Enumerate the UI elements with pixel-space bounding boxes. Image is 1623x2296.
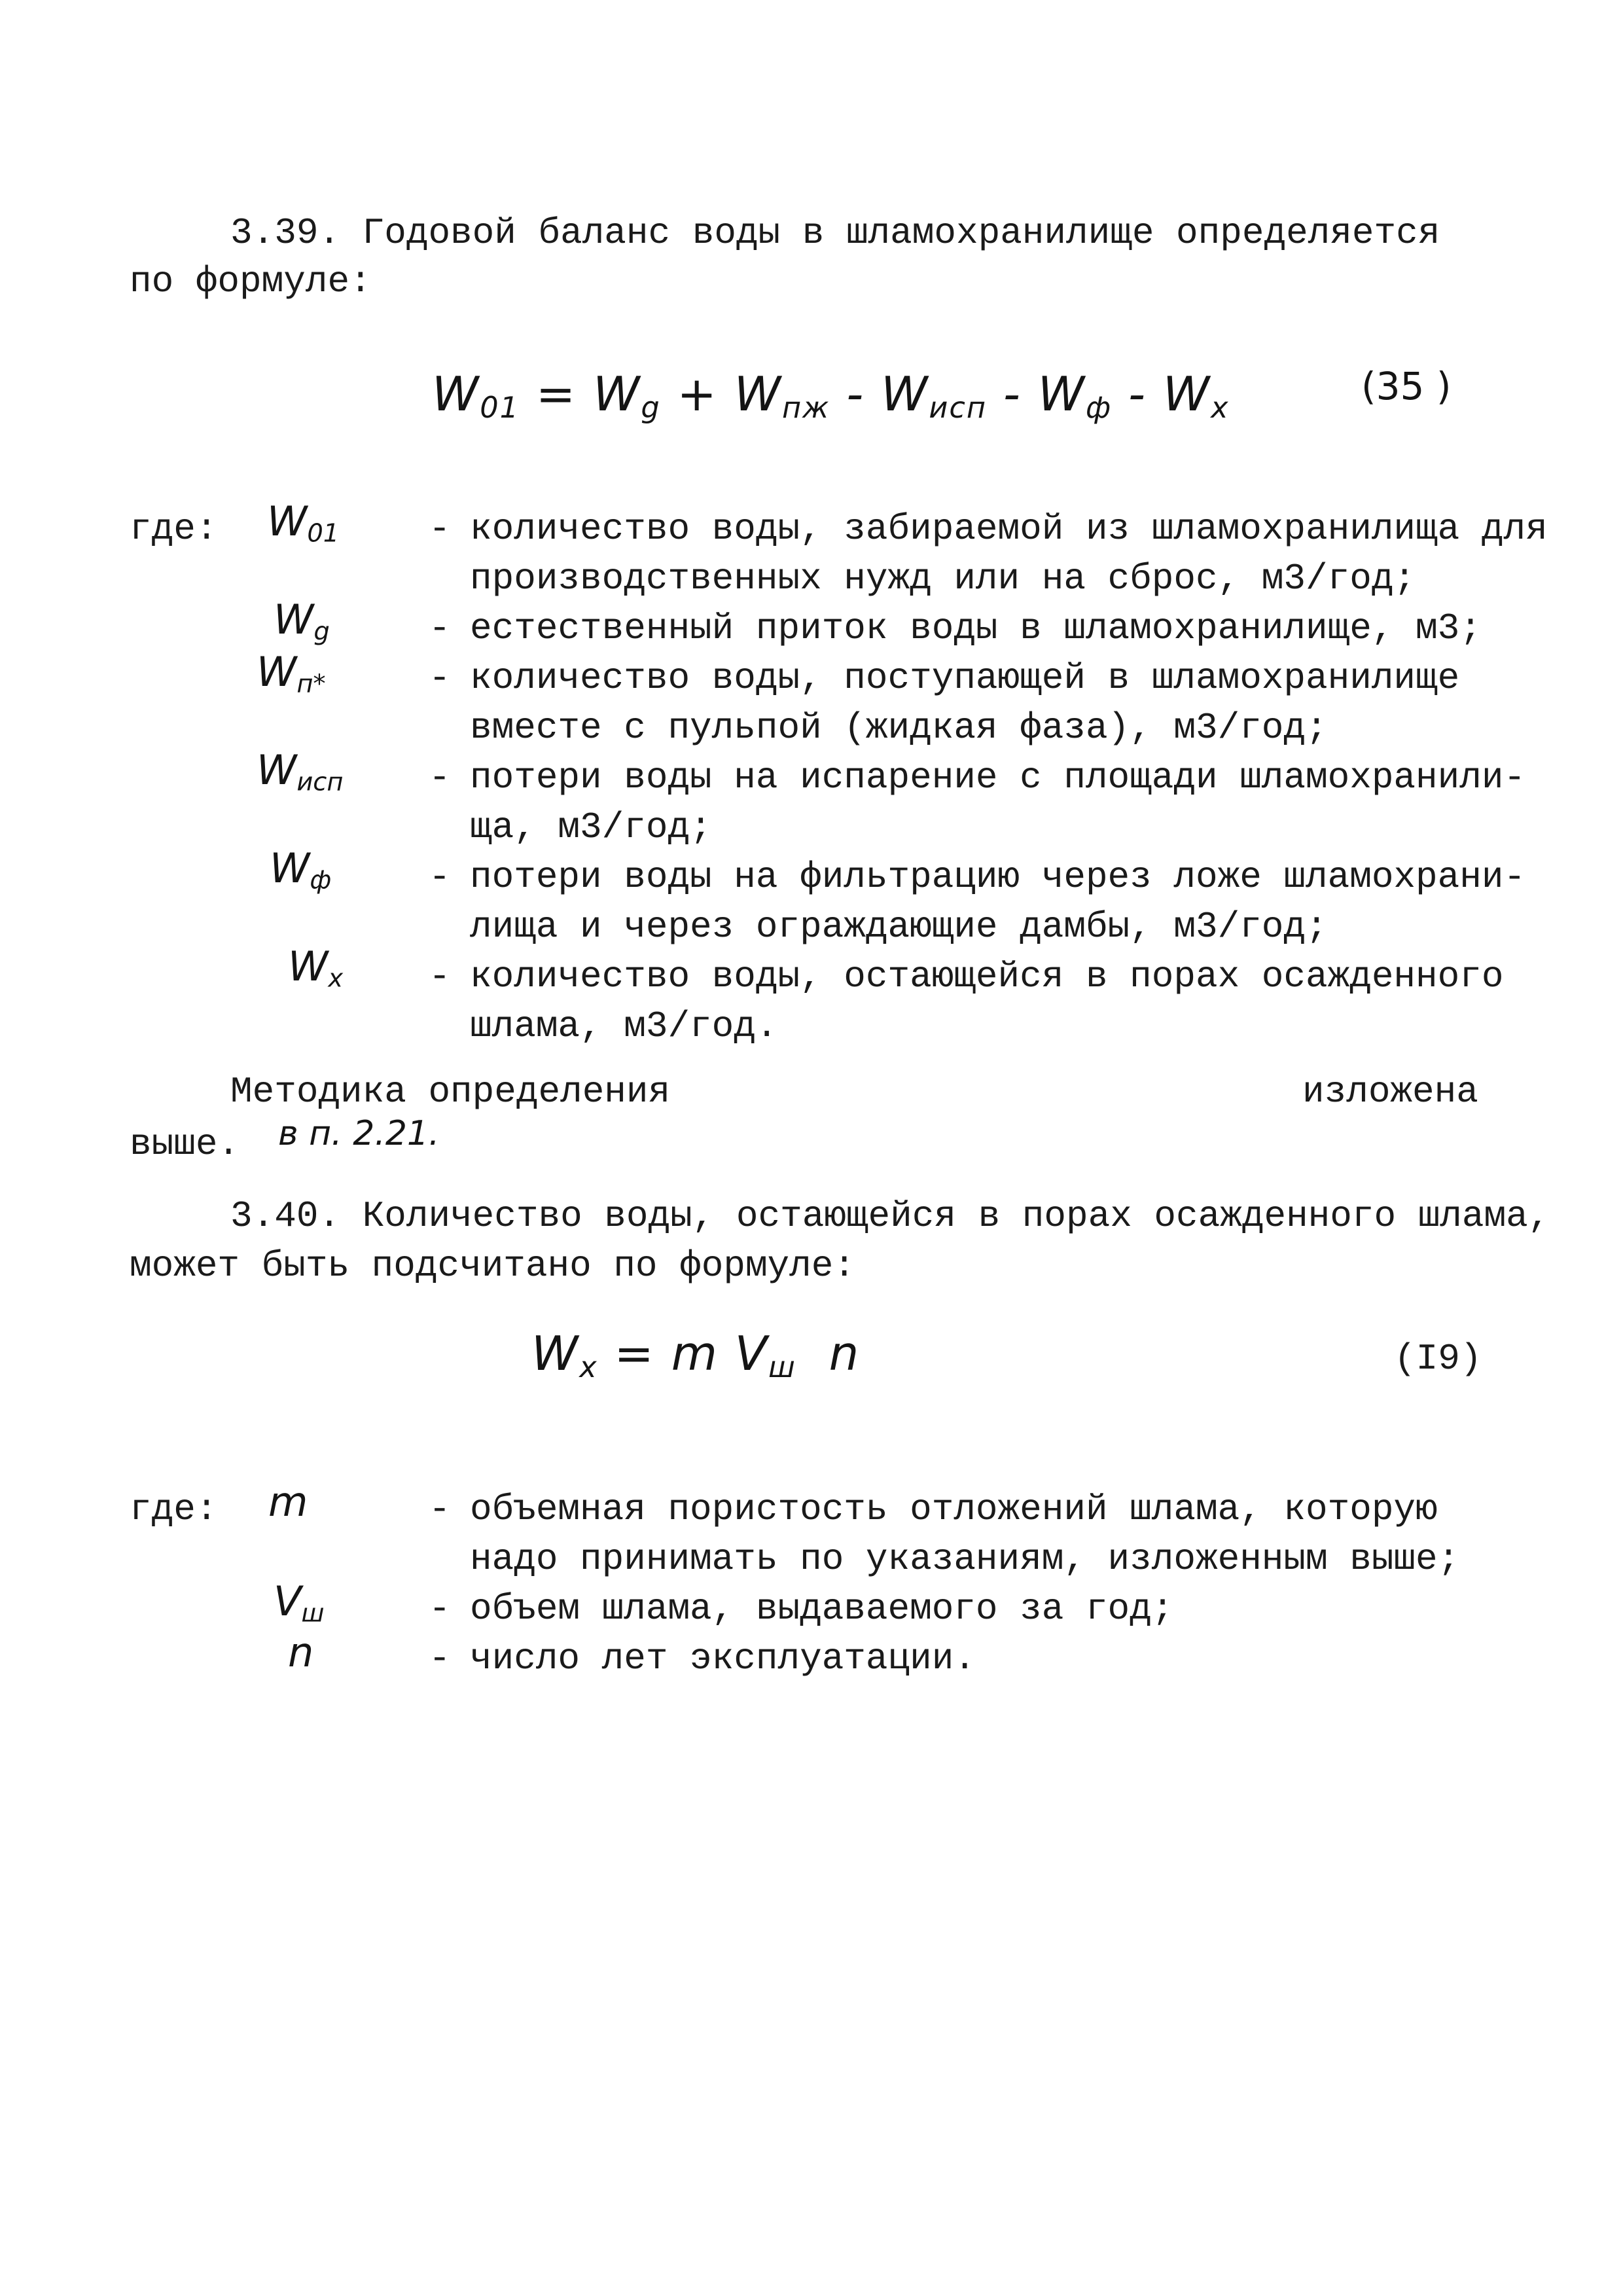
formula-sub: x — [579, 1350, 598, 1385]
def-symbol-main: n — [288, 1628, 314, 1676]
where-label: где: — [130, 508, 218, 550]
def-text: объемная пористость отложений шлама, которую — [470, 1488, 1438, 1530]
def-text: количество воды, остающейся в порах осажденного — [470, 956, 1504, 997]
def-text: шлама, м3/год. — [470, 1005, 778, 1047]
def-symbol-main: W — [257, 648, 297, 696]
def-symbol — [274, 1577, 325, 1628]
def-symbol-sub: ф — [310, 865, 332, 895]
def-dash: - — [429, 956, 451, 997]
def-symbol — [267, 497, 339, 548]
def-symbol-sub: п* — [296, 669, 326, 699]
formula-term: n — [829, 1326, 861, 1381]
def-dash: - — [429, 856, 451, 898]
def-symbol-sub: исп — [296, 767, 344, 797]
def-symbol-sub: ш — [301, 1598, 325, 1628]
def-dash: - — [429, 657, 451, 699]
formula-term: W — [432, 367, 480, 422]
def-symbol-sub: 01 — [307, 518, 340, 548]
def-text: число лет эксплуатации. — [470, 1638, 976, 1679]
formula-sub: 01 — [480, 391, 520, 425]
def-symbol — [257, 746, 344, 797]
formula-sub: ф — [1086, 391, 1113, 425]
def-symbol — [270, 844, 331, 895]
def-text: объем шлама, выдаваемого за год; — [470, 1588, 1174, 1630]
def-text: потери воды на испарение с площади шламохранили- — [470, 757, 1526, 798]
formula-sub: пж — [781, 391, 830, 425]
formula-term: W — [531, 1326, 580, 1381]
method-note-handwritten-ref: в п. 2.21. — [278, 1114, 440, 1153]
section-339-line1: 3.39. Годовой баланс воды в шламохранилище определяется — [230, 212, 1440, 254]
formula-sub: ш — [768, 1350, 796, 1385]
method-note-right: изложена — [1302, 1071, 1478, 1113]
def-symbol-main: W — [270, 844, 310, 892]
method-note-line2: выше. — [130, 1123, 240, 1165]
section-340-line2: может быть подсчитано по формуле: — [130, 1245, 855, 1287]
formula-sub: исп — [929, 391, 988, 425]
def-symbol-sub: x — [328, 963, 344, 994]
section-339-line2: по формуле: — [130, 260, 372, 302]
def-dash: - — [429, 607, 451, 649]
formula-term: W — [734, 367, 782, 422]
def-dash: - — [429, 1588, 451, 1630]
def-text: ща, м3/год; — [470, 806, 712, 848]
formula-19 — [531, 1326, 860, 1384]
def-symbol — [288, 1628, 313, 1676]
def-text: количество воды, забираемой из шламохранилища для — [470, 508, 1548, 550]
def-symbol — [268, 1478, 308, 1526]
formula-number-19: (I9) — [1394, 1338, 1482, 1380]
def-symbol-main: W — [274, 596, 314, 643]
formula-op: - — [1128, 367, 1147, 422]
def-symbol-sub: g — [313, 617, 330, 647]
def-dash: - — [429, 1488, 451, 1530]
formula-term: V — [734, 1326, 769, 1381]
def-symbol-main: W — [257, 746, 297, 794]
def-text: потери воды на фильтрацию через ложе шламохрани- — [470, 856, 1526, 898]
def-symbol — [288, 942, 343, 994]
formula-number-35: (35 ) — [1361, 364, 1452, 408]
def-symbol — [274, 596, 330, 647]
def-symbol-main: W — [267, 497, 308, 545]
def-text: естественный приток воды в шламохранилище, м3; — [470, 607, 1482, 649]
def-text: вместе с пульпой (жидкая фаза), м3/год; — [470, 707, 1328, 749]
formula-term: m — [671, 1326, 719, 1381]
def-symbol-main: m — [268, 1478, 308, 1526]
formula-term: W — [1162, 367, 1211, 422]
method-note-left: Методика определения — [230, 1071, 671, 1113]
formula-op: - — [1003, 367, 1022, 422]
formula-op: = — [535, 367, 577, 422]
def-dash: - — [429, 1638, 451, 1679]
def-symbol — [257, 648, 326, 699]
formula-35 — [432, 367, 1230, 425]
formula-op: + — [677, 367, 718, 422]
formula-op: - — [846, 367, 865, 422]
def-symbol-main: W — [288, 942, 329, 990]
formula-sub: x — [1211, 391, 1230, 425]
def-dash: - — [429, 757, 451, 798]
formula-term: W — [1037, 367, 1086, 422]
def-text: производственных нужд или на сброс, м3/год; — [470, 558, 1416, 600]
def-text: надо принимать по указаниям, изложенным выше; — [470, 1538, 1460, 1580]
formula-sub: g — [641, 391, 661, 425]
formula-op: = — [614, 1326, 655, 1381]
def-symbol-main: V — [274, 1577, 302, 1625]
formula-term: W — [593, 367, 641, 422]
def-text: количество воды, поступающей в шламохранилище — [470, 657, 1460, 699]
section-340-line1: 3.40. Количество воды, остающейся в порах осажденного шлама, — [230, 1195, 1550, 1237]
formula-term: W — [881, 367, 929, 422]
def-text: лища и через ограждающие дамбы, м3/год; — [470, 906, 1328, 948]
def-dash: - — [429, 508, 451, 550]
where-label-2: где: — [130, 1488, 218, 1530]
